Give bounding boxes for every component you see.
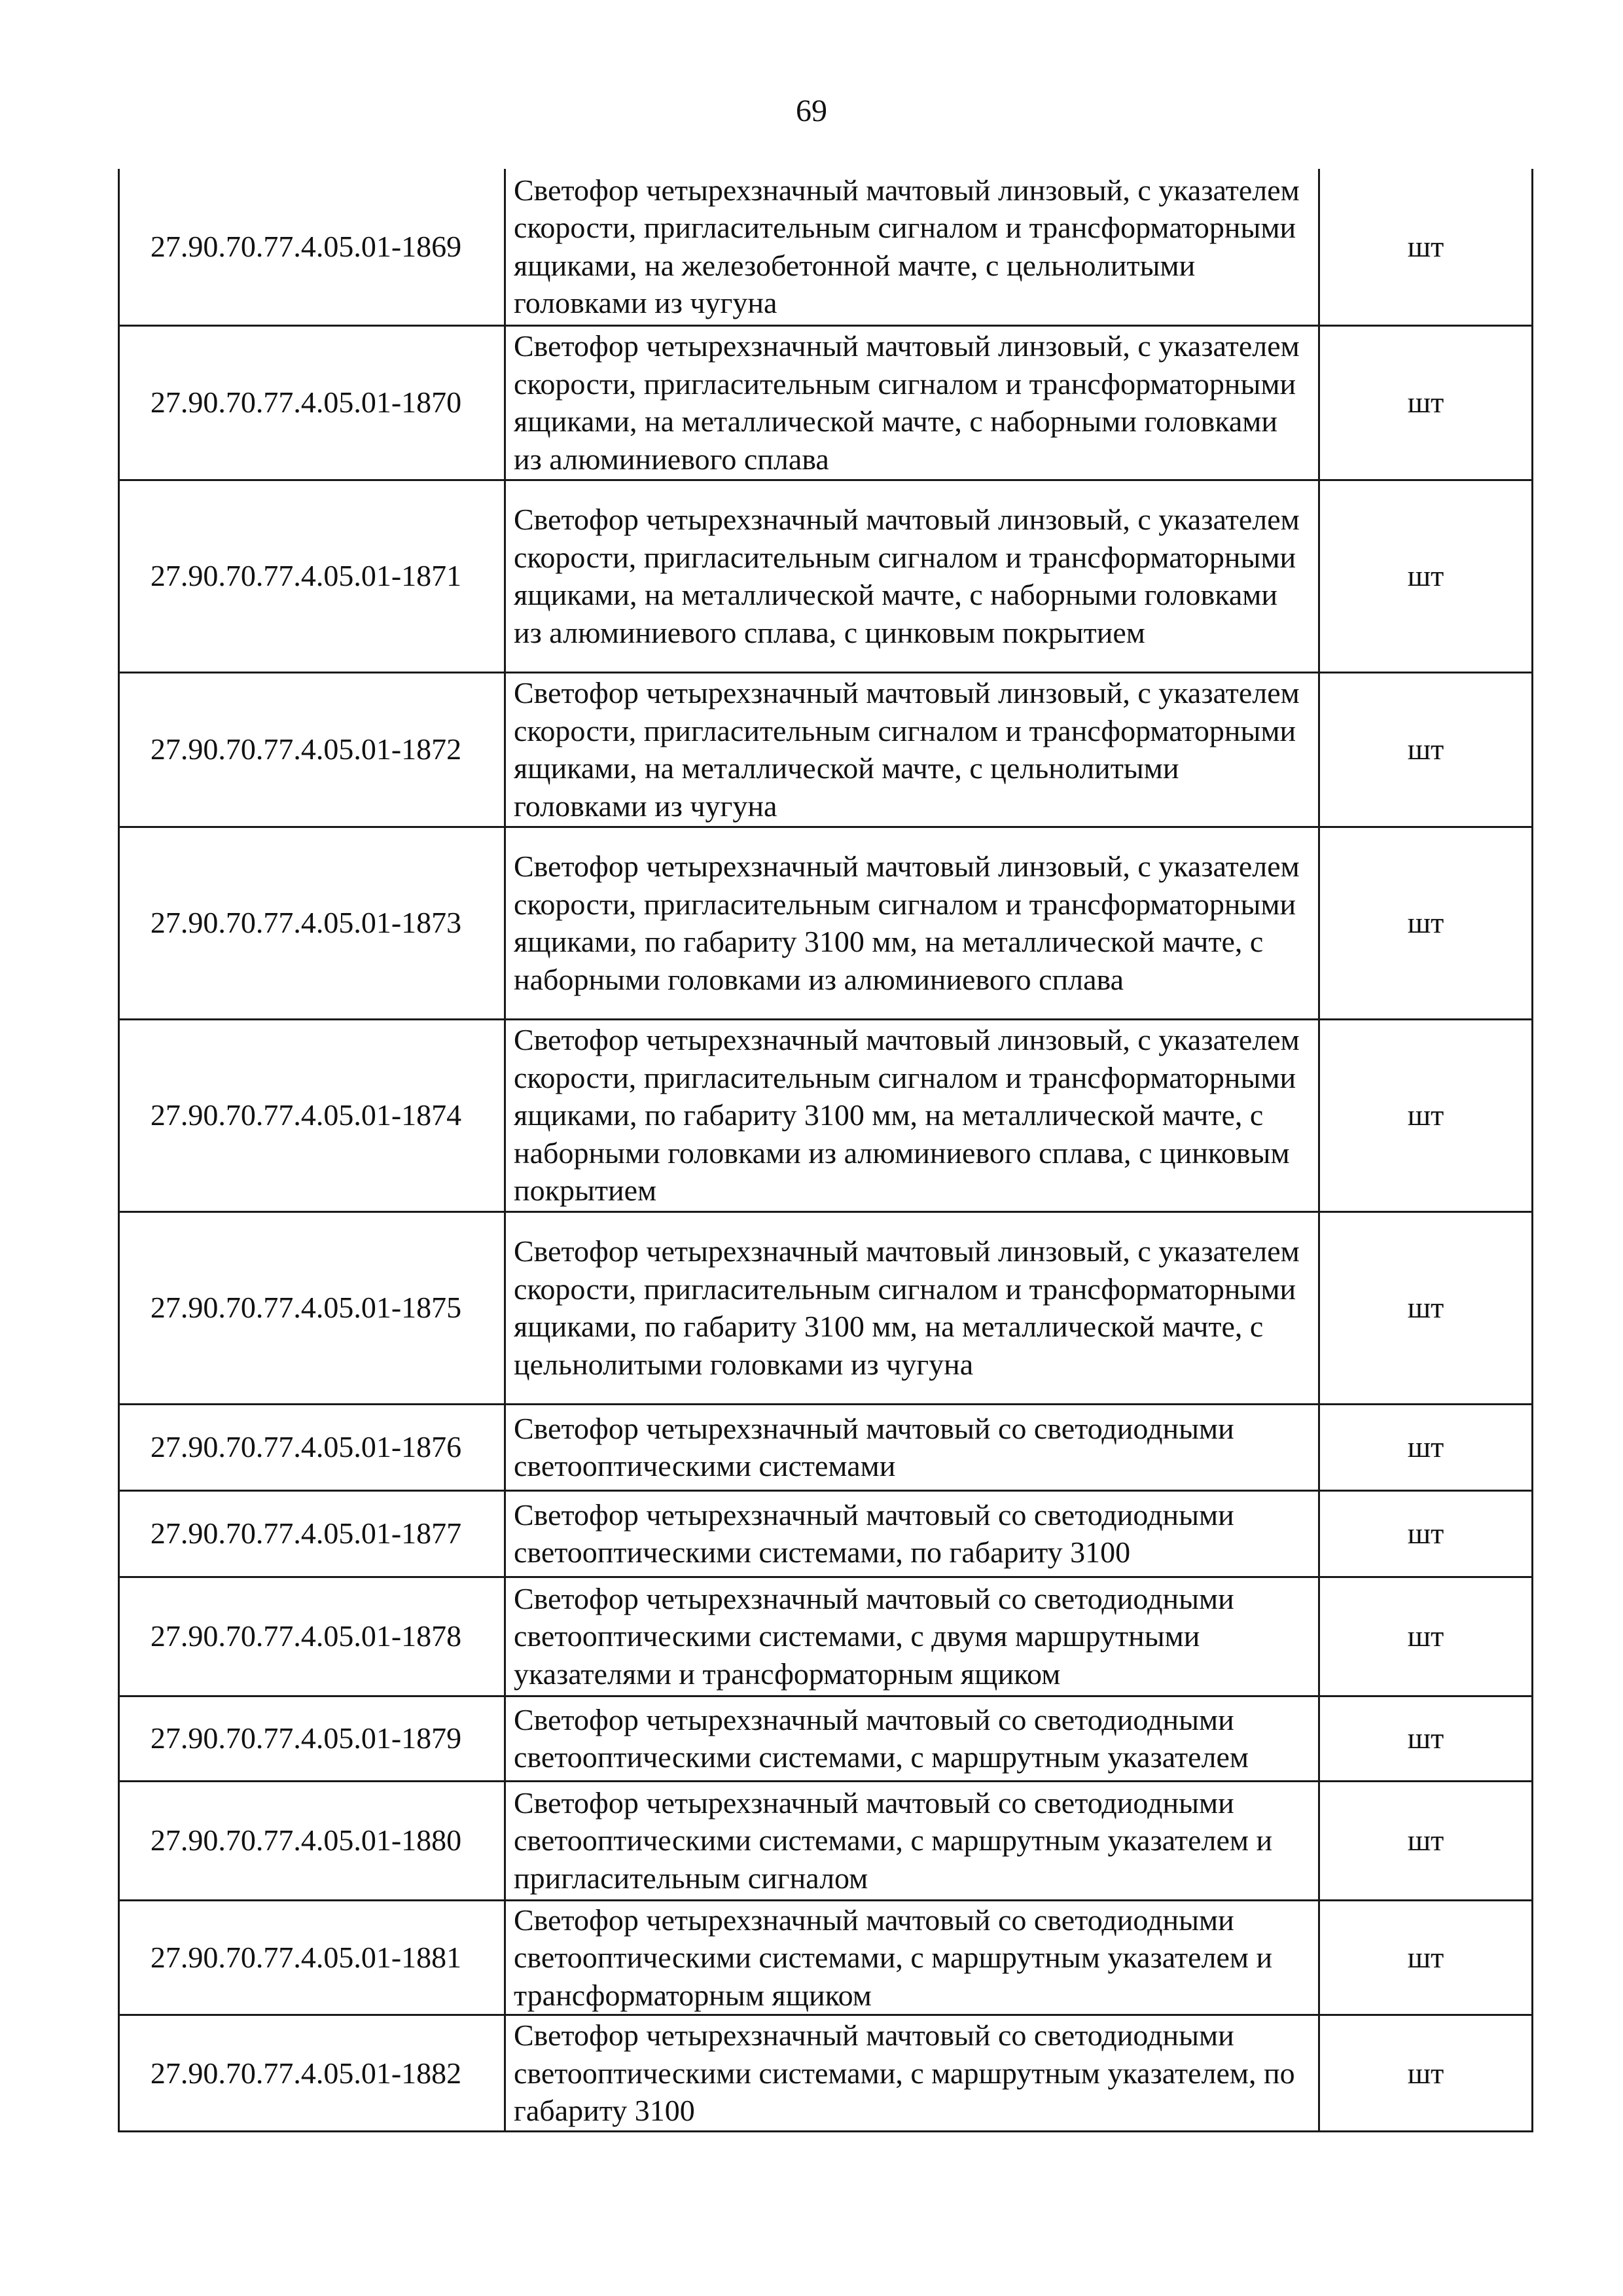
- unit-of-measure: шт: [1319, 480, 1533, 672]
- resource-code: 27.90.70.77.4.05.01-1875: [119, 1211, 505, 1404]
- table-row: [119, 1019, 1533, 1211]
- table-row: [119, 2015, 1533, 2132]
- resource-code: 27.90.70.77.4.05.01-1873: [119, 827, 505, 1019]
- unit-of-measure: шт: [1319, 1900, 1533, 2015]
- resource-description: Светофор четырехзначный мачтовый линзовый, с указателем скорости, пригласительным сигналом и трансформаторными ящиками, на железобетонной мачте, с цельнолитыми головками из чугуна: [505, 169, 1319, 325]
- table-row: [119, 1900, 1533, 2015]
- resource-description: Светофор четырехзначный мачтовый со светодиодными светооптическими системами, с двумя маршрутными указателями и трансформаторным ящиком: [505, 1577, 1319, 1696]
- unit-of-measure: шт: [1319, 1781, 1533, 1900]
- resource-code: 27.90.70.77.4.05.01-1880: [119, 1781, 505, 1900]
- resource-description: Светофор четырехзначный мачтовый со светодиодными светооптическими системами, с маршрутным указателем и пригласительным сигналом: [505, 1781, 1319, 1900]
- table-row: [119, 325, 1533, 480]
- resource-description: Светофор четырехзначный мачтовый со светодиодными светооптическими системами, по габариту 3100: [505, 1490, 1319, 1577]
- resource-description: Светофор четырехзначный мачтовый линзовый, с указателем скорости, пригласительным сигналом и трансформаторными ящиками, на металлической мачте, с наборными головками из алюминиевого сплава: [505, 325, 1319, 480]
- table-row: [119, 1696, 1533, 1781]
- unit-of-measure: шт: [1319, 2015, 1533, 2132]
- table-row: [119, 672, 1533, 827]
- unit-of-measure: шт: [1319, 1211, 1533, 1404]
- resource-code: 27.90.70.77.4.05.01-1876: [119, 1404, 505, 1490]
- table-row: [119, 1404, 1533, 1490]
- resource-code: 27.90.70.77.4.05.01-1879: [119, 1696, 505, 1781]
- resource-table: [118, 169, 1533, 2132]
- resource-code: 27.90.70.77.4.05.01-1882: [119, 2015, 505, 2132]
- resource-code: 27.90.70.77.4.05.01-1878: [119, 1577, 505, 1696]
- table-row: [119, 827, 1533, 1019]
- resource-description: Светофор четырехзначный мачтовый со светодиодными светооптическими системами, с маршрутным указателем, по габариту 3100: [505, 2015, 1319, 2132]
- unit-of-measure: шт: [1319, 1577, 1533, 1696]
- resource-code: 27.90.70.77.4.05.01-1877: [119, 1490, 505, 1577]
- resource-description: Светофор четырехзначный мачтовый со светодиодными светооптическими системами: [505, 1404, 1319, 1490]
- resource-description: Светофор четырехзначный мачтовый линзовый, с указателем скорости, пригласительным сигналом и трансформаторными ящиками, по габариту 3100 мм, на металлической мачте, с цельнолитыми головками из чугуна: [505, 1211, 1319, 1404]
- resource-code: 27.90.70.77.4.05.01-1870: [119, 325, 505, 480]
- table-row: [119, 480, 1533, 672]
- resource-code: 27.90.70.77.4.05.01-1869: [119, 169, 505, 325]
- table-row: [119, 169, 1533, 325]
- table-row: [119, 1781, 1533, 1900]
- unit-of-measure: шт: [1319, 827, 1533, 1019]
- resource-description: Светофор четырехзначный мачтовый линзовый, с указателем скорости, пригласительным сигналом и трансформаторными ящиками, на металлической мачте, с наборными головками из алюминиевого сплава, с цинковым покрытием: [505, 480, 1319, 672]
- resource-code: 27.90.70.77.4.05.01-1874: [119, 1019, 505, 1211]
- page-number: 69: [796, 94, 827, 128]
- resource-code: 27.90.70.77.4.05.01-1872: [119, 672, 505, 827]
- unit-of-measure: шт: [1319, 1490, 1533, 1577]
- resource-description: Светофор четырехзначный мачтовый со светодиодными светооптическими системами, с маршрутным указателем и трансформаторным ящиком: [505, 1900, 1319, 2015]
- resource-description: Светофор четырехзначный мачтовый со светодиодными светооптическими системами, с маршрутным указателем: [505, 1696, 1319, 1781]
- resource-code: 27.90.70.77.4.05.01-1871: [119, 480, 505, 672]
- unit-of-measure: шт: [1319, 325, 1533, 480]
- unit-of-measure: шт: [1319, 1404, 1533, 1490]
- table-row: [119, 1211, 1533, 1404]
- table-row: [119, 1577, 1533, 1696]
- unit-of-measure: шт: [1319, 169, 1533, 325]
- resource-description: Светофор четырехзначный мачтовый линзовый, с указателем скорости, пригласительным сигналом и трансформаторными ящиками, на металлической мачте, с цельнолитыми головками из чугуна: [505, 672, 1319, 827]
- resource-code: 27.90.70.77.4.05.01-1881: [119, 1900, 505, 2015]
- unit-of-measure: шт: [1319, 1696, 1533, 1781]
- resource-description: Светофор четырехзначный мачтовый линзовый, с указателем скорости, пригласительным сигналом и трансформаторными ящиками, по габариту 3100 мм, на металлической мачте, с наборными головками из алюминиевого сплава: [505, 827, 1319, 1019]
- unit-of-measure: шт: [1319, 672, 1533, 827]
- table-row: [119, 1490, 1533, 1577]
- resource-description: Светофор четырехзначный мачтовый линзовый, с указателем скорости, пригласительным сигналом и трансформаторными ящиками, по габариту 3100 мм, на металлической мачте, с наборными головками из алюминиевого сплава, с цинковым покрытием: [505, 1019, 1319, 1211]
- unit-of-measure: шт: [1319, 1019, 1533, 1211]
